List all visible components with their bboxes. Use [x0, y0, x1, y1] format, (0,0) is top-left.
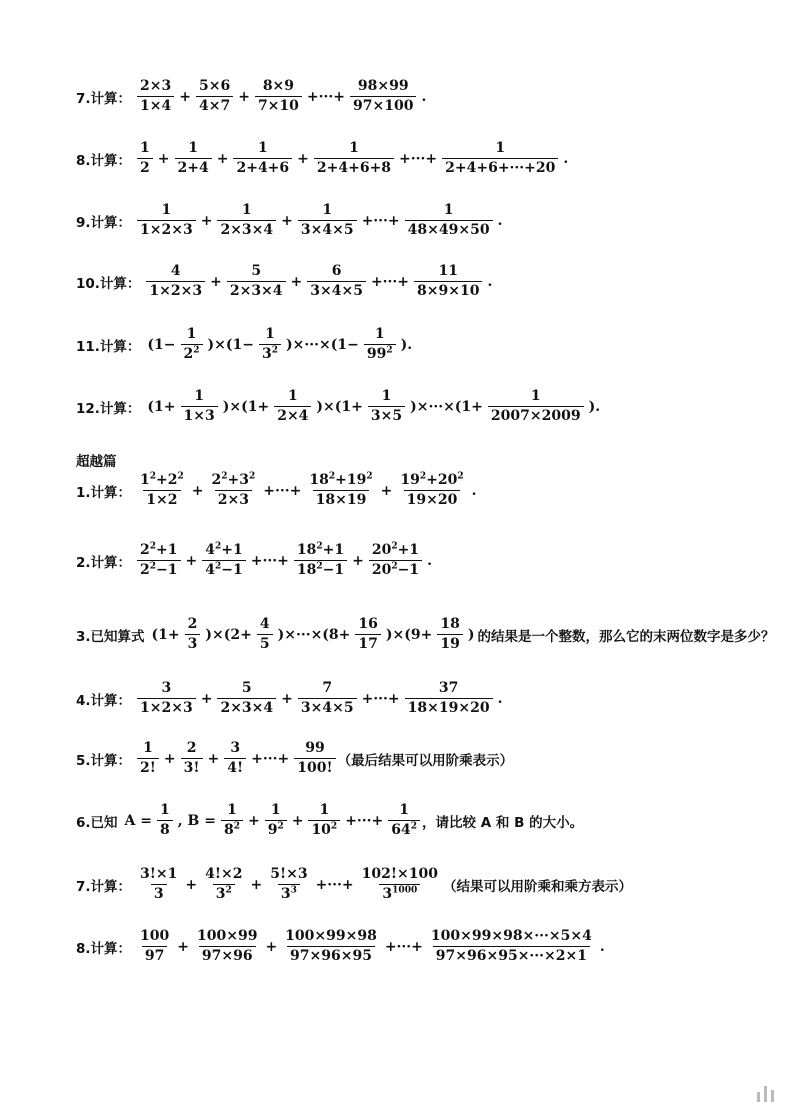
denominator: 3! — [181, 758, 203, 777]
advanced-problem-8 — [76, 928, 608, 965]
denominator: 3×5 — [368, 406, 405, 425]
denominator: $3^3$ — [278, 884, 300, 903]
denominator: $20^2-1$ — [369, 560, 422, 579]
numerator: 100×99×98 — [285, 928, 377, 944]
expression-text: + — [191, 482, 204, 499]
numerator: 1 — [241, 202, 252, 218]
fraction — [202, 866, 245, 903]
denominator: 2+4 — [175, 158, 212, 177]
numerator: 1 — [161, 202, 172, 218]
fraction — [209, 472, 259, 509]
fraction — [265, 802, 287, 839]
expression-text: + — [179, 88, 191, 105]
fraction — [181, 388, 218, 425]
denominator: 19×20 — [404, 490, 461, 509]
fraction — [314, 140, 394, 177]
denominator: 97×96×95×···×2×1 — [433, 946, 590, 965]
numerator: 1 — [188, 140, 198, 156]
denominator: 2! — [137, 758, 159, 777]
expression-text: )×(2+ — [205, 626, 252, 643]
numerator: $18^2+19^2$ — [309, 471, 373, 488]
fraction — [224, 740, 246, 777]
denominator: 48×49×50 — [405, 220, 493, 239]
numerator: 3!×1 — [140, 866, 178, 882]
watermark — [757, 1086, 774, 1102]
expression-text: ). — [400, 336, 413, 353]
fraction — [157, 802, 173, 839]
advanced-problem-2 — [76, 542, 435, 579]
fraction — [308, 802, 340, 839]
denominator: 2+4+6 — [233, 158, 292, 177]
basic-problem-1 — [76, 78, 429, 115]
denominator: 3 — [185, 634, 201, 653]
denominator: 4! — [224, 758, 246, 777]
fraction — [175, 140, 212, 177]
fraction — [405, 680, 493, 717]
expression-text: + — [265, 938, 278, 955]
expression-text: )×(9+ — [385, 626, 433, 643]
fraction — [274, 388, 311, 425]
expression-text: + — [281, 690, 293, 707]
expression-text: + — [185, 876, 198, 893]
numerator: 37 — [438, 680, 459, 696]
numerator: 1 — [186, 326, 197, 342]
fraction — [181, 740, 203, 777]
fraction — [294, 542, 347, 579]
expression-text: + — [290, 273, 303, 290]
fraction — [307, 263, 366, 300]
problem-label: 3.已知算式 — [76, 628, 145, 645]
fraction — [437, 616, 462, 653]
numerator: 2×3 — [140, 78, 172, 94]
numerator: 98×99 — [357, 78, 409, 94]
denominator: $3^2$ — [213, 884, 235, 903]
numerator: $4^2+1$ — [205, 541, 243, 558]
denominator: 2+4+6+···+20 — [442, 158, 558, 177]
numerator: 7 — [322, 680, 333, 696]
fraction — [137, 78, 174, 115]
expression-text: +···+ — [315, 876, 354, 893]
fraction — [364, 326, 396, 363]
expression-text: ). — [588, 398, 601, 415]
numerator: 1 — [495, 140, 506, 156]
denominator: 8×9×10 — [414, 281, 482, 300]
denominator: $4^2-1$ — [202, 560, 246, 579]
denominator: 17 — [355, 634, 380, 653]
expression-text: （结果可以用阶乘和乘方表示） — [443, 878, 632, 895]
numerator: 4 — [259, 616, 270, 632]
denominator: 2×3 — [215, 490, 252, 509]
numerator: 11 — [438, 263, 458, 279]
numerator: 102!×100 — [361, 866, 438, 882]
expression-text: )×···×(1− — [286, 336, 359, 353]
expression-text: +···+ — [361, 212, 400, 229]
denominator: 1×2×3 — [137, 698, 196, 717]
basic-problem-4 — [76, 263, 495, 300]
numerator: 1 — [287, 388, 298, 404]
problem-label: 7.计算： — [76, 90, 132, 107]
expression-text: +···+ — [251, 750, 290, 767]
denominator: 2×4 — [274, 406, 311, 425]
expression-text: + — [281, 212, 293, 229]
denominator: 18×19×20 — [405, 698, 493, 717]
numerator: 8×9 — [262, 78, 295, 94]
expression-text: + — [297, 150, 309, 167]
numerator: 2 — [187, 616, 198, 632]
problem-label: 8.计算： — [76, 152, 132, 169]
numerator: 1 — [399, 802, 410, 818]
problem-label: 5.计算： — [76, 752, 132, 769]
numerator: 6 — [331, 263, 342, 279]
fraction — [137, 140, 153, 177]
expression-text: . — [563, 150, 569, 167]
numerator: 5!×3 — [270, 866, 308, 882]
fraction — [397, 472, 466, 509]
fraction — [217, 680, 276, 717]
expression-text: +···+ — [384, 938, 423, 955]
denominator: 2007×2009 — [488, 406, 584, 425]
expression-text: +···+ — [306, 88, 345, 105]
denominator: 1×3 — [181, 406, 218, 425]
advanced-problem-6 — [76, 802, 583, 839]
denominator: $10^2$ — [308, 820, 340, 839]
numerator: 1 — [257, 140, 268, 156]
expression-text: + — [210, 273, 222, 290]
fraction — [442, 140, 558, 177]
expression-text: )×(1+ — [316, 398, 363, 415]
denominator: $2^2-1$ — [137, 560, 181, 579]
numerator: $2^2+3^2$ — [211, 471, 256, 488]
fraction — [414, 263, 482, 300]
fraction — [257, 616, 273, 653]
fraction — [146, 263, 205, 300]
denominator: 97×100 — [350, 96, 416, 115]
denominator: 2×3×4 — [217, 698, 276, 717]
fraction — [298, 680, 357, 717]
fraction — [185, 616, 201, 653]
advanced-problem-1 — [76, 472, 479, 509]
numerator: 1 — [374, 326, 385, 342]
expression-text: A = — [124, 812, 152, 829]
problem-label: 8.计算： — [76, 940, 132, 957]
numerator: 5 — [251, 263, 262, 279]
expression-text: + — [247, 812, 260, 829]
numerator: $1^2+2^2$ — [140, 471, 184, 488]
numerator: $19^2+20^2$ — [400, 471, 464, 488]
expression-text: +···+ — [361, 690, 400, 707]
fraction — [282, 928, 380, 965]
denominator: 2+4+6+8 — [314, 158, 394, 177]
expression-text: + — [250, 876, 263, 893]
expression-text: )×···×(1+ — [410, 398, 483, 415]
expression-text: (1+ — [147, 398, 176, 415]
denominator: 8 — [157, 820, 173, 839]
denominator: $99^2$ — [364, 344, 396, 363]
numerator: 5 — [241, 680, 252, 696]
numerator: $18^2+1$ — [296, 541, 345, 558]
expression-text: +···+ — [345, 812, 384, 829]
expression-text: +···+ — [399, 150, 438, 167]
numerator: 3 — [161, 680, 172, 696]
numerator: 1 — [194, 388, 205, 404]
advanced-problem-5 — [76, 740, 513, 777]
numerator: 1 — [265, 326, 275, 342]
numerator: 1 — [322, 202, 333, 218]
denominator: 4×7 — [196, 96, 233, 115]
problem-label: 2.计算： — [76, 554, 132, 571]
fraction — [227, 263, 286, 300]
expression-text: +···+ — [370, 273, 410, 290]
expression-text: . — [471, 482, 477, 499]
fraction — [137, 542, 181, 579]
denominator: 1×2×3 — [137, 220, 196, 239]
fraction — [350, 78, 416, 115]
fraction — [368, 388, 405, 425]
fraction — [137, 472, 187, 509]
expression-text: (1− — [147, 336, 176, 353]
numerator: 1 — [227, 802, 237, 818]
denominator: 2×3×4 — [217, 220, 276, 239]
denominator: $3^{1000}$ — [379, 884, 420, 903]
fraction — [359, 866, 441, 903]
numerator: 1 — [160, 802, 170, 818]
fraction — [202, 542, 246, 579]
fraction — [388, 802, 420, 839]
numerator: 18 — [440, 616, 460, 632]
denominator: $18^2-1$ — [294, 560, 347, 579]
denominator: 100! — [294, 758, 335, 777]
basic-problem-5 — [76, 326, 415, 363]
numerator: 1 — [143, 740, 153, 756]
problem-label: 12.计算： — [76, 400, 141, 417]
fraction — [255, 78, 302, 115]
expression-text: + — [157, 150, 170, 167]
denominator: 97 — [142, 946, 167, 965]
numerator: 99 — [305, 740, 325, 756]
expression-text: . — [497, 690, 503, 707]
numerator: $2^2+1$ — [140, 541, 178, 558]
problem-label: 11.计算： — [76, 338, 141, 355]
denominator: 5 — [257, 634, 273, 653]
expression-text: (1+ — [151, 626, 180, 643]
expression-text: )×(1− — [207, 336, 254, 353]
denominator: 2×3×4 — [227, 281, 286, 300]
advanced-problem-4 — [76, 680, 505, 717]
numerator: 4 — [170, 263, 181, 279]
denominator: 19 — [437, 634, 462, 653]
expression-text: . — [427, 552, 432, 569]
numerator: 5×6 — [198, 78, 231, 94]
expression-text: + — [185, 552, 198, 569]
fraction — [217, 202, 276, 239]
expression-text: + — [163, 750, 176, 767]
problem-label: 10.计算： — [76, 275, 141, 292]
numerator: 100×99 — [197, 928, 258, 944]
denominator: 1×2 — [143, 490, 180, 509]
denominator: $64^2$ — [388, 820, 420, 839]
expression-text: + — [352, 552, 364, 569]
problem-label: 6.已知 — [76, 814, 118, 831]
expression-text: + — [380, 482, 393, 499]
fraction — [181, 326, 203, 363]
denominator: 3×4×5 — [298, 220, 357, 239]
basic-problem-3 — [76, 202, 505, 239]
fraction — [488, 388, 584, 425]
fraction — [259, 326, 281, 363]
denominator: 97×96×95 — [287, 946, 375, 965]
denominator: 3 — [151, 884, 167, 903]
fraction — [405, 202, 493, 239]
fraction — [137, 866, 180, 903]
fraction — [137, 740, 159, 777]
fraction — [369, 542, 422, 579]
fraction — [137, 202, 196, 239]
numerator: 100×99×98×···×5×4 — [430, 928, 592, 944]
problem-label: 1.计算： — [76, 484, 132, 501]
numerator: 16 — [358, 616, 378, 632]
problem-label: 7.计算： — [76, 878, 132, 895]
numerator: 100 — [140, 928, 170, 944]
expression-text: . — [487, 273, 493, 290]
fraction — [194, 928, 260, 965]
numerator: 1 — [319, 802, 330, 818]
denominator: $3^2$ — [259, 344, 281, 363]
basic-problem-6 — [76, 388, 603, 425]
denominator: 1×2×3 — [146, 281, 205, 300]
expression-text: , B = — [177, 812, 216, 829]
numerator: 1 — [349, 140, 359, 156]
fraction — [294, 740, 335, 777]
expression-text: . — [599, 938, 605, 955]
expression-text: )×(1+ — [222, 398, 270, 415]
denominator: 97×96 — [199, 946, 256, 965]
fraction — [196, 78, 233, 115]
expression-text: . — [497, 212, 503, 229]
expression-text: + — [291, 812, 304, 829]
expression-text: + — [238, 88, 250, 105]
numerator: 1 — [270, 802, 281, 818]
expression-text: + — [177, 938, 189, 955]
denominator: 18×19 — [313, 490, 370, 509]
fraction — [355, 616, 380, 653]
expression-text: 的结果是一个整数，那么它的末两位数字是多少？ — [477, 628, 775, 645]
numerator: 2 — [186, 740, 197, 756]
fraction — [298, 202, 357, 239]
denominator: 3×4×5 — [298, 698, 357, 717]
denominator: 7×10 — [255, 96, 302, 115]
denominator: $2^2$ — [181, 344, 203, 363]
expression-text: + — [200, 690, 213, 707]
expression-text: （最后结果可以用阶乘表示） — [337, 752, 514, 769]
fraction — [267, 866, 310, 903]
expression-text: +···+ — [263, 482, 302, 499]
denominator: $9^2$ — [265, 820, 287, 839]
expression-text: )×···×(8+ — [277, 626, 351, 643]
expression-text: ，请比较 A 和 B 的大小。 — [422, 814, 584, 831]
numerator: 1 — [381, 388, 392, 404]
numerator: 3 — [230, 740, 241, 756]
numerator: 4!×2 — [205, 866, 243, 882]
fraction — [221, 802, 243, 839]
expression-text: + — [207, 750, 220, 767]
basic-problem-2 — [76, 140, 571, 177]
numerator: $20^2+1$ — [371, 541, 420, 558]
problem-label: 4.计算： — [76, 692, 132, 709]
fraction — [137, 928, 172, 965]
section-title: 超越篇 — [76, 454, 117, 470]
denominator: 2 — [137, 158, 153, 177]
numerator: 1 — [530, 388, 541, 404]
advanced-problem-7 — [76, 866, 632, 903]
expression-text: + — [200, 212, 213, 229]
fraction — [306, 472, 375, 509]
numerator: 1 — [443, 202, 454, 218]
expression-text: +···+ — [250, 552, 289, 569]
denominator: 3×4×5 — [307, 281, 366, 300]
fraction — [233, 140, 292, 177]
problem-label: 9.计算： — [76, 214, 132, 231]
expression-text: . — [421, 88, 427, 105]
denominator: $8^2$ — [221, 820, 243, 839]
fraction — [428, 928, 595, 965]
numerator: 1 — [140, 140, 150, 156]
denominator: 1×4 — [137, 96, 174, 115]
advanced-problem-3 — [76, 616, 774, 653]
expression-text: + — [216, 150, 229, 167]
expression-text: ) — [467, 626, 475, 643]
fraction — [137, 680, 196, 717]
